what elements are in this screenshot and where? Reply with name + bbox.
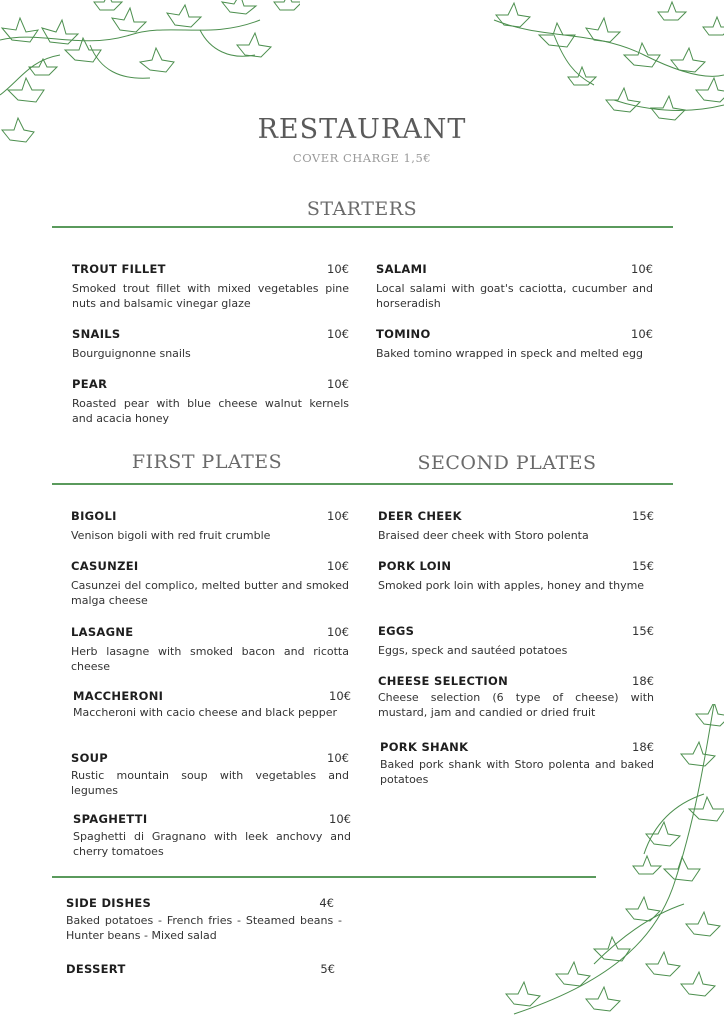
item-description: Bourguignonne snails (72, 347, 191, 360)
item-description: Casunzei del complico, melted butter and smoked malga cheese (71, 579, 349, 607)
item-description: Maccheroni with cacio cheese and black pepper (73, 706, 337, 719)
item-price: 10€ (631, 262, 653, 276)
item-name: CHEESE SELECTION (378, 674, 509, 688)
section-heading-starters: STARTERS (306, 198, 418, 220)
item-name: CASUNZEI (71, 559, 139, 573)
item-price: 10€ (631, 327, 653, 341)
item-description: Spaghetti di Gragnano with leek anchovy and cherry tomatoes (73, 830, 351, 858)
item-price: 18€ (632, 674, 654, 688)
cover-charge-note: COVER CHARGE 1,5€ (292, 151, 432, 165)
item-price: 10€ (327, 509, 349, 523)
item-price: 5€ (320, 962, 335, 976)
item-name: SIDE DISHES (66, 896, 152, 910)
section-heading-second-plates: SECOND PLATES (417, 452, 597, 474)
item-price: 10€ (327, 377, 349, 391)
menu-item (380, 740, 654, 787)
item-name: DESSERT (66, 962, 126, 976)
section-divider-plates (52, 483, 673, 485)
item-price: 10€ (327, 625, 349, 639)
menu-item (71, 751, 349, 798)
item-name: SPAGHETTI (73, 812, 148, 826)
item-description: Eggs, speck and sautéed potatoes (378, 644, 568, 657)
item-price: 15€ (632, 509, 654, 523)
item-price: 10€ (327, 751, 349, 765)
menu-item (378, 674, 654, 720)
menu-item (378, 559, 654, 593)
menu-item (376, 262, 653, 311)
item-name: PORK SHANK (380, 740, 469, 754)
item-name: BIGOLI (71, 509, 117, 523)
item-price: 10€ (327, 327, 349, 341)
menu-item (378, 509, 654, 543)
item-description: Smoked trout fillet with mixed vegetables pine nuts and balsamic vinegar glaze (72, 282, 349, 310)
menu-item (376, 327, 653, 361)
menu-item (71, 625, 349, 674)
item-description: Baked pork shank with Storo polenta and baked potatoes (380, 758, 654, 786)
menu-item (72, 327, 349, 361)
menu-item (71, 559, 349, 608)
restaurant-title: RESTAURANT (257, 114, 467, 145)
item-price: 10€ (329, 812, 351, 826)
item-description: Braised deer cheek with Storo polenta (378, 529, 589, 542)
item-name: SNAILS (72, 327, 121, 341)
section-heading-first-plates: FIRST PLATES (131, 451, 283, 473)
item-description: Baked potatoes - French fries - Steamed beans - Hunter beans - Mixed salad (66, 914, 342, 942)
menu-item (378, 624, 654, 658)
item-name: EGGS (378, 624, 415, 638)
item-description: Baked tomino wrapped in speck and melted egg (376, 347, 643, 360)
item-price: 4€ (319, 896, 334, 910)
section-divider-starters (52, 226, 673, 228)
item-name: PORK LOIN (378, 559, 452, 573)
item-name: TROUT FILLET (72, 262, 166, 276)
item-name: DEER CHEEK (378, 509, 462, 523)
menu-item (66, 896, 342, 943)
item-description: Roasted pear with blue cheese walnut kernels and acacia honey (72, 397, 349, 425)
item-description: Herb lasagne with smoked bacon and ricotta cheese (71, 645, 349, 673)
menu-item (73, 689, 351, 720)
section-divider-extras (52, 876, 596, 878)
item-name: PEAR (72, 377, 108, 391)
menu-item (72, 377, 349, 426)
item-price: 15€ (632, 624, 654, 638)
item-description: Venison bigoli with red fruit crumble (71, 529, 271, 542)
item-description: Rustic mountain soup with vegetables and legumes (71, 769, 349, 797)
item-name: SOUP (71, 751, 109, 765)
menu-item (66, 962, 335, 976)
item-price: 10€ (327, 262, 349, 276)
item-name: LASAGNE (71, 625, 134, 639)
item-price: 10€ (327, 559, 349, 573)
menu-item (71, 509, 349, 543)
item-name: TOMINO (376, 327, 431, 341)
menu-item (72, 262, 349, 311)
item-price: 18€ (632, 740, 654, 754)
item-price: 10€ (329, 689, 351, 703)
item-description: Local salami with goat's caciotta, cucumber and horseradish (376, 282, 653, 310)
item-name: MACCHERONI (73, 689, 164, 703)
item-name: SALAMI (376, 262, 427, 276)
item-description: Cheese selection (6 type of cheese) with mustard, jam and candied or dried fruit (378, 691, 654, 719)
item-description: Smoked pork loin with apples, honey and thyme (378, 579, 645, 592)
item-price: 15€ (632, 559, 654, 573)
menu-item (73, 812, 351, 859)
